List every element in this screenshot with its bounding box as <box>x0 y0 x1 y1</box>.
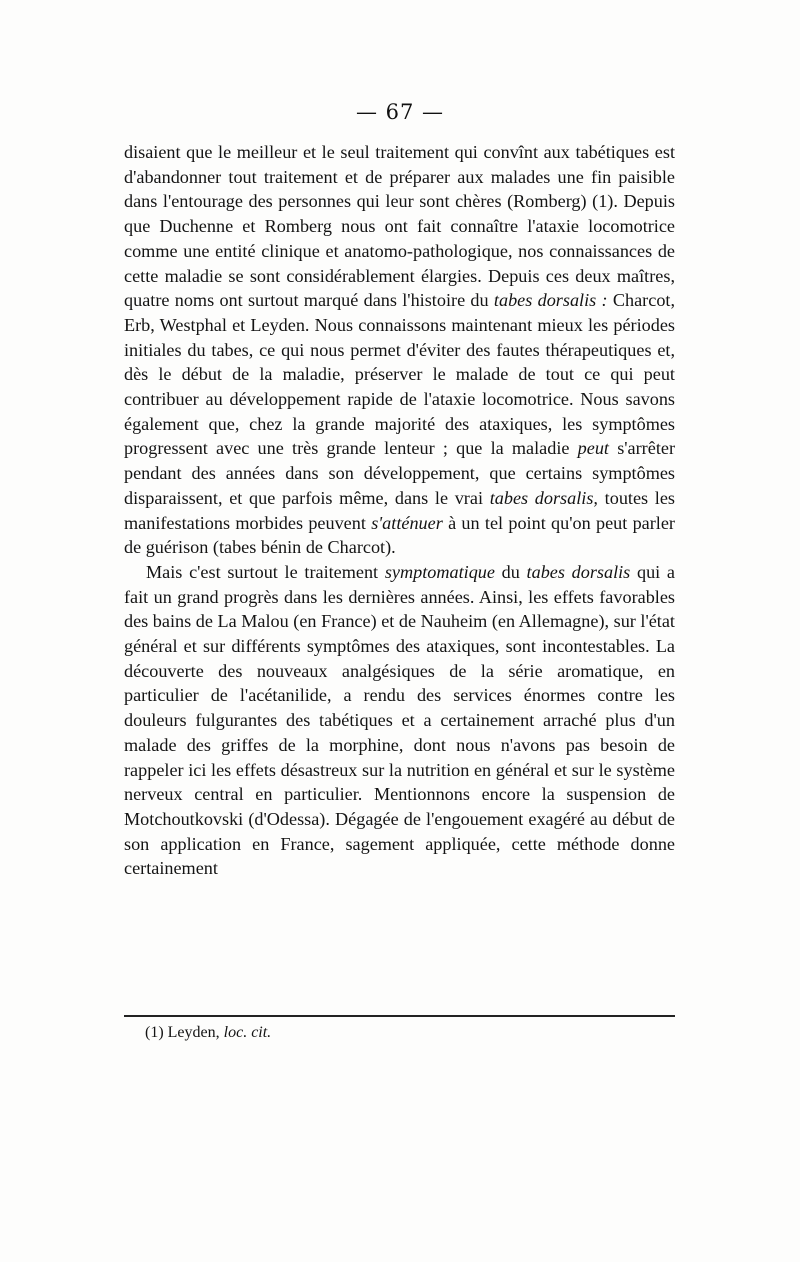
text-run: qui a fait un grand progrès dans les dernières années. Ainsi, les effets favorables des bains de La Malou (en France) et de Nauheim (en Allemagne), sur l'état général et sur différents symptômes des ataxiques, sont incontestables. La découverte des nouveaux analgésiques de la série aromatique, en particulier de l'acétanilide, a rendu des services énormes contre les douleurs fulgurantes des tabétiques et a certainement arraché plus d'un malade des griffes de la morphine, dont nous n'avons pas besoin de rappeler ici les effets désastreux sur la nutrition en général et sur le système nerveux central en particulier. Mentionnons encore la suspension de Motchoutkovski (d'Odessa). Dégagée de l'engouement exagéré au début de son application en France, sagement appliquée, cette méthode donne certainement <box>124 561 675 879</box>
text-run: Mais c'est surtout le traitement <box>146 561 385 582</box>
footnote-text: (1) Leyden, <box>145 1024 224 1041</box>
italic-text: tabes dorsalis <box>526 561 631 582</box>
footnote-reference-italic: loc. cit. <box>223 1024 272 1041</box>
page-number: — 67 — <box>355 100 445 124</box>
italic-text: peut <box>577 438 609 459</box>
italic-text: symptomatique <box>384 561 495 582</box>
footnote <box>145 1024 271 1042</box>
text-run: s'arrêter pendant des années dans son développement, que certains symptômes disparaissent, et que parfois même, dans le vrai <box>124 438 675 508</box>
body-text <box>124 140 675 881</box>
footnote-divider <box>124 1015 675 1017</box>
italic-text: tabes dorsalis : <box>493 290 608 311</box>
text-run: du <box>494 561 527 582</box>
text-run: à un tel point qu'on peut parler de guérison (tabes bénin de Charcot). <box>124 512 675 558</box>
text-run: disaient que le meilleur et le seul traitement qui convînt aux tabétiques est d'abandonner tout traitement et de préparer aux malades une fin paisible dans l'entourage des personnes qui leur sont chères (Romberg) (1). Depuis que Duchenne et Romberg nous ont fait connaître l'ataxie locomotrice comme une entité clinique et anatomo-pathologique, nos connaissances de cette maladie se sont considérablement élargies. Depuis ces deux maîtres, quatre noms ont surtout marqué dans l'histoire du <box>124 142 675 311</box>
paragraph-1 <box>124 140 675 560</box>
text-run: Charcot, Erb, Westphal et Leyden. Nous connaissons maintenant mieux les périodes initiales du tabes, ce qui nous permet d'éviter des fautes thérapeutiques et, dès le début de la maladie, préserver le malade de tout ce qui peut contribuer au développement rapide de l'ataxie locomotrice. Nous savons également que, chez la grande majorité des ataxiques, les symptômes progressent avec une très grande lenteur ; que la maladie <box>124 290 676 459</box>
italic-text: tabes dorsalis, <box>489 487 598 508</box>
text-run: toutes les manifestations morbides peuvent <box>124 487 676 533</box>
paragraph-2 <box>124 560 675 881</box>
italic-text: s'atténuer <box>371 512 443 533</box>
